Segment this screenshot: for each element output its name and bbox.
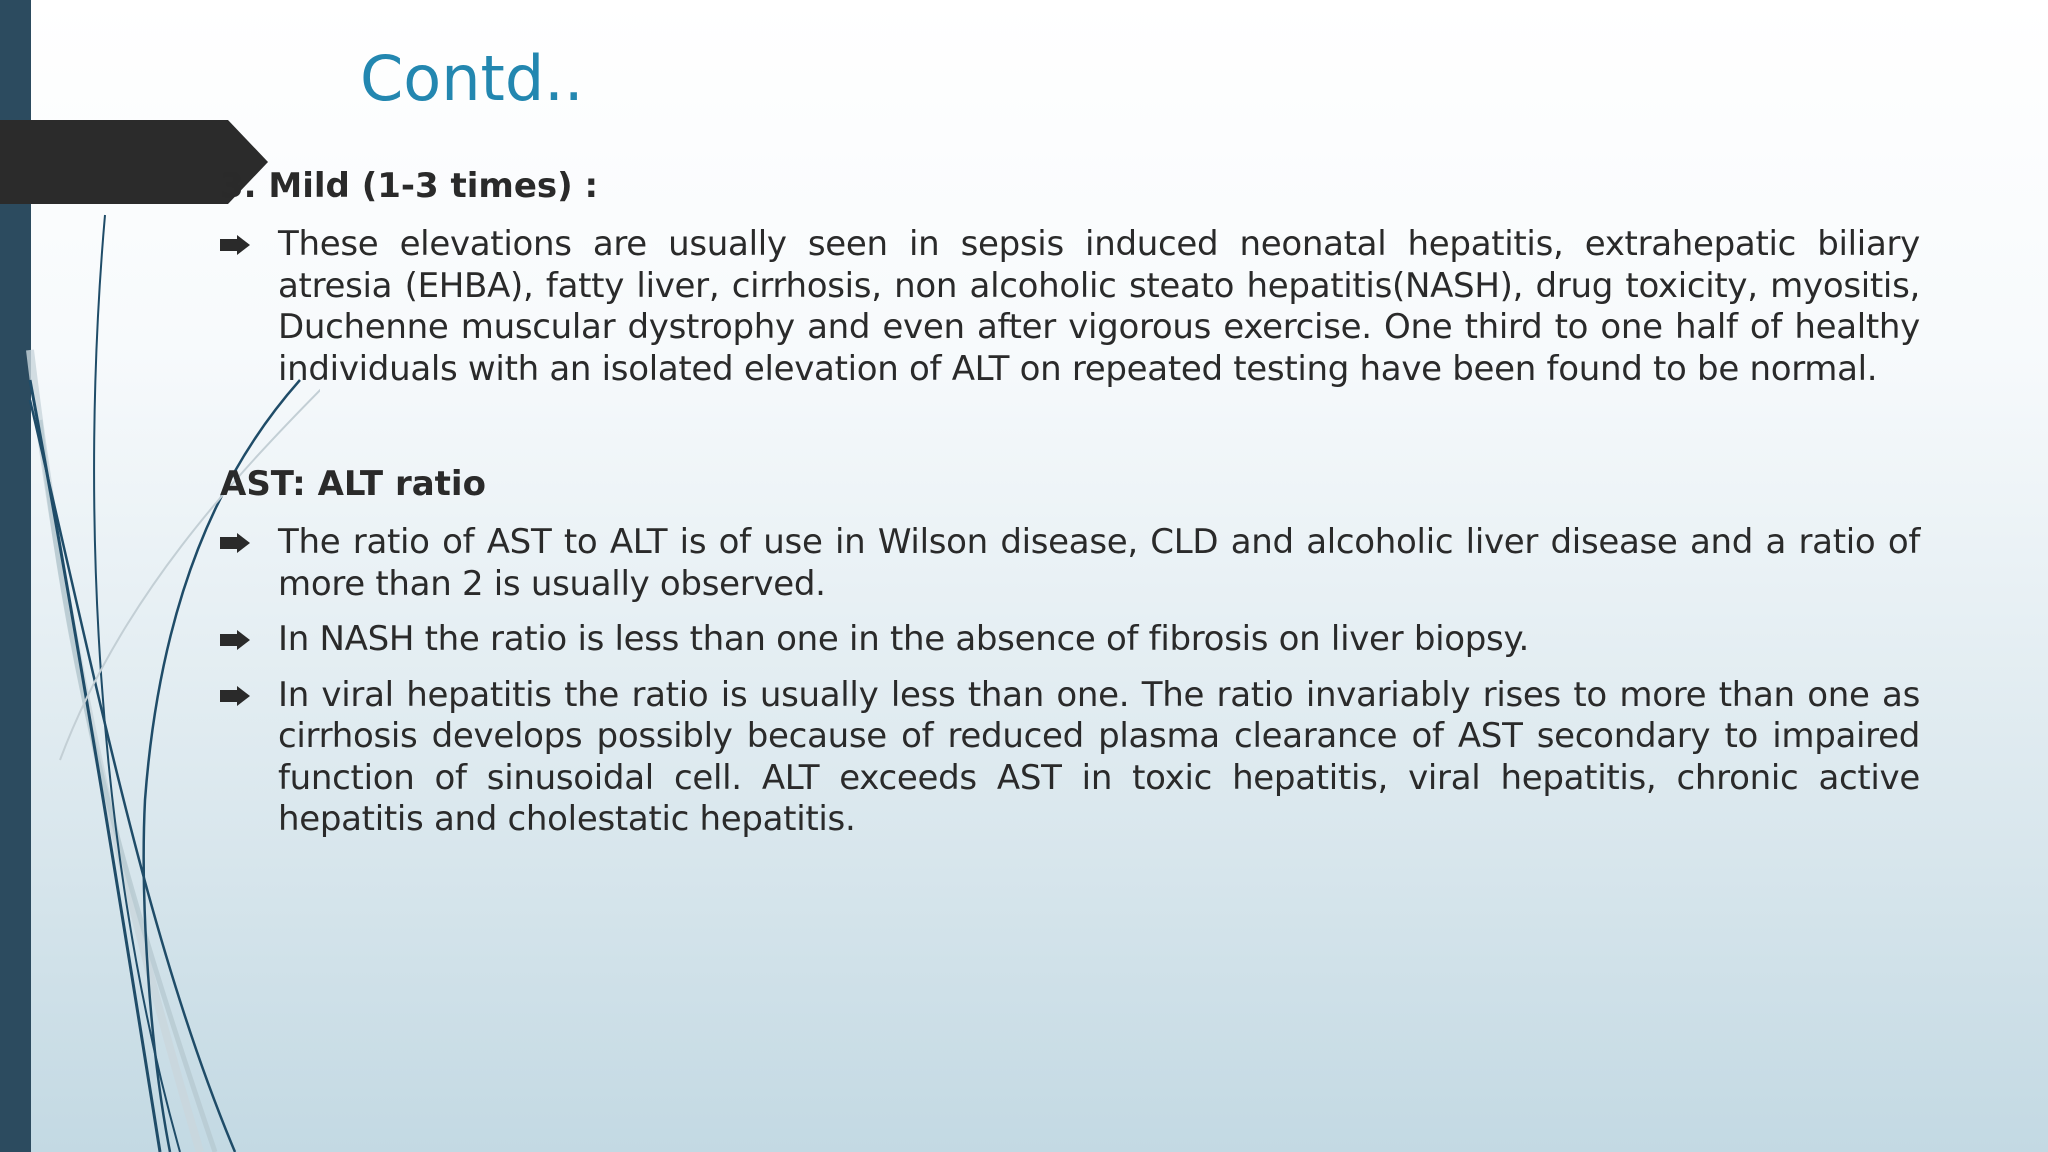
bullet-text: In viral hepatitis the ratio is usually less than one. The ratio invariably rises to more than one as cirrhosis develops possibly because of reduced plasma clearance of AST secondary to impaired function of sinusoidal cell. ALT exceeds AST in toxic hepatitis, viral hepatitis, chronic active hepatitis and cholestatic hepatitis. xyxy=(278,674,1920,839)
bullet-item xyxy=(220,675,1920,841)
bullet-item xyxy=(220,619,1920,661)
bullet-text: In NASH the ratio is less than one in the absence of fibrosis on liver biopsy. xyxy=(278,619,1529,659)
arrow-right-bullet-icon xyxy=(220,630,252,650)
section-heading-mild: 3. Mild (1-3 times) : xyxy=(220,166,599,206)
arrow-right-bullet-icon xyxy=(220,686,252,706)
bullet-item xyxy=(220,224,1920,390)
bullet-text: These elevations are usually seen in sepsis induced neonatal hepatitis, extrahepatic biliary atresia (EHBA), fatty liver, cirrhosis, non alcoholic steato hepatitis(NASH), drug toxicity, myositis, Duchenne muscular dystrophy and even after vigorous exercise. One third to one half of healthy individuals with an isolated elevation of ALT on repeated testing have been found to be normal. xyxy=(278,224,1920,389)
section-heading-ast-alt-ratio: AST: ALT ratio xyxy=(220,464,486,504)
bullet-item xyxy=(220,522,1920,605)
slide-content xyxy=(220,162,1920,841)
arrow-right-bullet-icon xyxy=(220,235,252,255)
bullet-text: The ratio of AST to ALT is of use in Wilson disease, CLD and alcoholic liver disease and a ratio of more than 2 is usually observed. xyxy=(278,522,1920,604)
arrow-right-bullet-icon xyxy=(220,533,252,553)
slide-title: Contd.. xyxy=(360,42,584,115)
